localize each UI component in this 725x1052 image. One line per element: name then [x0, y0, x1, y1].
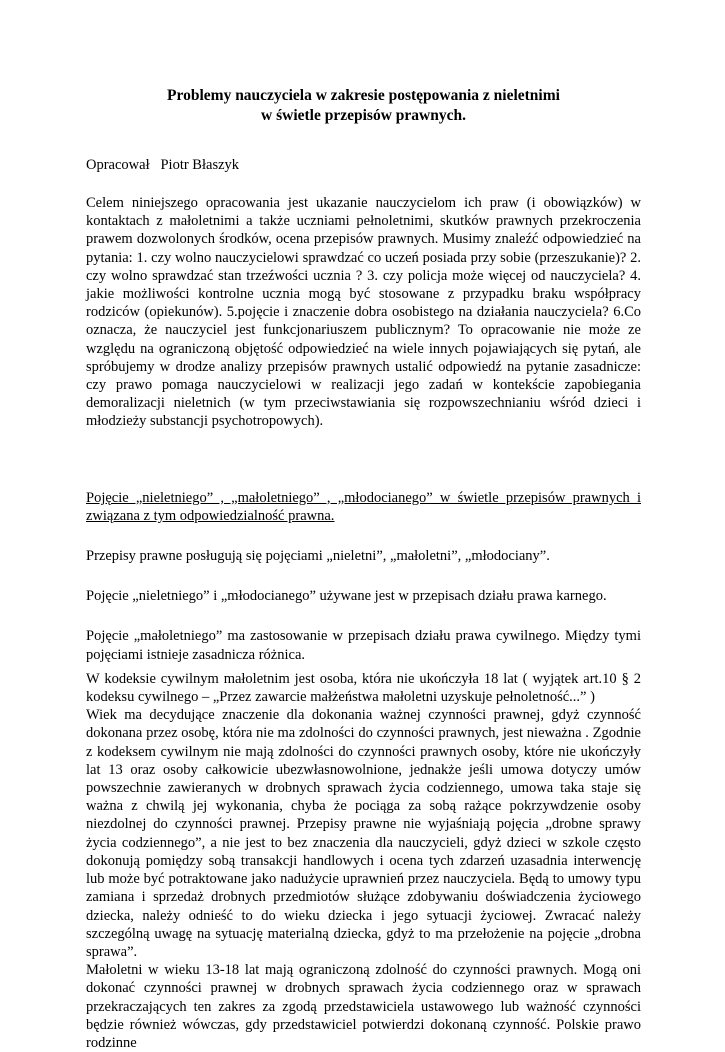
intro-paragraph: Celem niniejszego opracowania jest ukazanie nauczycielom ich praw (i obowiązków) w kontaktach z małoletnimi a także uczniami pełnoletnimi, skutków prawnych przekroczenia prawem dozwolonych środków, ocena przepisów prawnych. Musimy znaleźć odpowiedzieć na pytania: 1. czy wolno nauczycielowi sprawdzać co uczeń posiada przy sobie (przeszukanie)? 2. czy wolno sprawdzać stan trzeźwości ucznia ? 3. czy policja może więcej od nauczyciela? 4. jakie możliwości kontrolne ucznia mogą być stosowane z przypadku braku współpracy rodziców (opiekunów). 5.pojęcie i znaczenie dobra osobistego na działania nauczyciela? 6.Co oznacza, że nauczyciel jest funkcjonariuszem publicznym? To opracowanie nie może ze względu na ograniczoną objętość odpowiedzieć na wiele innych pojawiających się pytań, ale spróbujemy w drodze analizy przepisów prawnych ustalić odpowiedź na pytanie zasadnicze: czy prawo pomaga nauczycielowi w realizacji jego zadań w kontekście zapobiegania demoralizacji nieletnich (w tym przeciwstawiania się rozpowszechnianiu wśród dzieci i młodzieży substancji psychotropowych).	[86, 195, 641, 430]
section-heading: Pojęcie „nieletniego” , „małoletniego” , „młodocianego” w świetle przepisów prawnych i związana z tym odpowiedzialność prawna.	[86, 489, 641, 524]
paragraph-civil-law: Pojęcie „małoletniego” ma zastosowanie w przepisach działu prawa cywilnego. Między tymi pojęciami istnieje zasadnicza różnica.	[86, 628, 641, 663]
title-line-2: w świetle przepisów prawnych.	[261, 107, 466, 124]
document-title	[86, 86, 641, 126]
paragraph-limited-capacity: Małoletni w wieku 13-18 lat mają ograniczoną zdolność do czynności prawnych. Mogą oni dokonać czynności prawnej w drobnych sprawach życia codziennego oraz w sprawach przekraczających ten zakres za zgodą przedstawiciela ustawowego lub ważność czynności będzie również wówczas, gdy przedstawiciel potwierdzi dokonaną czynność. Polskie prawo rodzinne	[86, 962, 641, 1051]
document-page	[86, 86, 641, 1052]
title-line-1: Problemy nauczyciela w zakresie postępowania z nieletnimi	[167, 87, 560, 104]
author-line: Opracował Piotr Błaszyk	[86, 157, 240, 173]
paragraph-criminal-law: Pojęcie „nieletniego” i „młodocianego” używane jest w przepisach działu prawa karnego.	[86, 588, 607, 605]
paragraph-legal-capacity: Wiek ma decydujące znaczenie dla dokonania ważnej czynności prawnej, gdyż czynność dokonana przez osobę, która nie ma zdolności do czynności prawnych, jest nieważna . Zgodnie z kodeksem cywilnym nie mają zdolności do czynności prawnych osoby, które nie ukończyły lat 13 oraz osoby całkowicie ubezwłasnowolnione, jednakże jeśli umowa dotyczy umów powszechnie zawieranych w drobnych sprawach życia codziennego, umowa taka staje się ważna z chwilą jej wykonania, chyba że pociąga za sobą rażące pokrzywdzenie osoby niezdolnej do czynności prawnej. Przepisy prawne nie wyjaśniają pojęcia „drobne sprawy życia codziennego”, a nie jest to bez znaczenia dla nauczycieli, gdyż dzieci w szkole często dokonują pomiędzy sobą transakcji handlowych i ocena tych zdarzeń uzasadnia interwencję lub może być potraktowane jako nadużycie uprawnień przez nauczyciela. Będą to umowy typu zamiana i sprzedaż drobnych przedmiotów służące zdobywaniu doświadczenia życiowego dziecka, należy odnieść to do wieku dziecka i jego sytuacji życiowej. Zwracać należy szczególną uwagę na sytuację materialną dziecka, gdyż to ma przełożenie na pojęcie „drobna sprawa”.	[86, 707, 641, 960]
paragraph-civil-code-age: W kodeksie cywilnym małoletnim jest osoba, która nie ukończyła 18 lat ( wyjątek art.10 § 2 kodeksu cywilnego – „Przez zawarcie małżeństwa małoletni uzyskuje pełnoletność...” )	[86, 670, 641, 706]
paragraph-terms: Przepisy prawne posługują się pojęciami „nieletni”, „małoletni”, „młodociany”.	[86, 548, 550, 565]
